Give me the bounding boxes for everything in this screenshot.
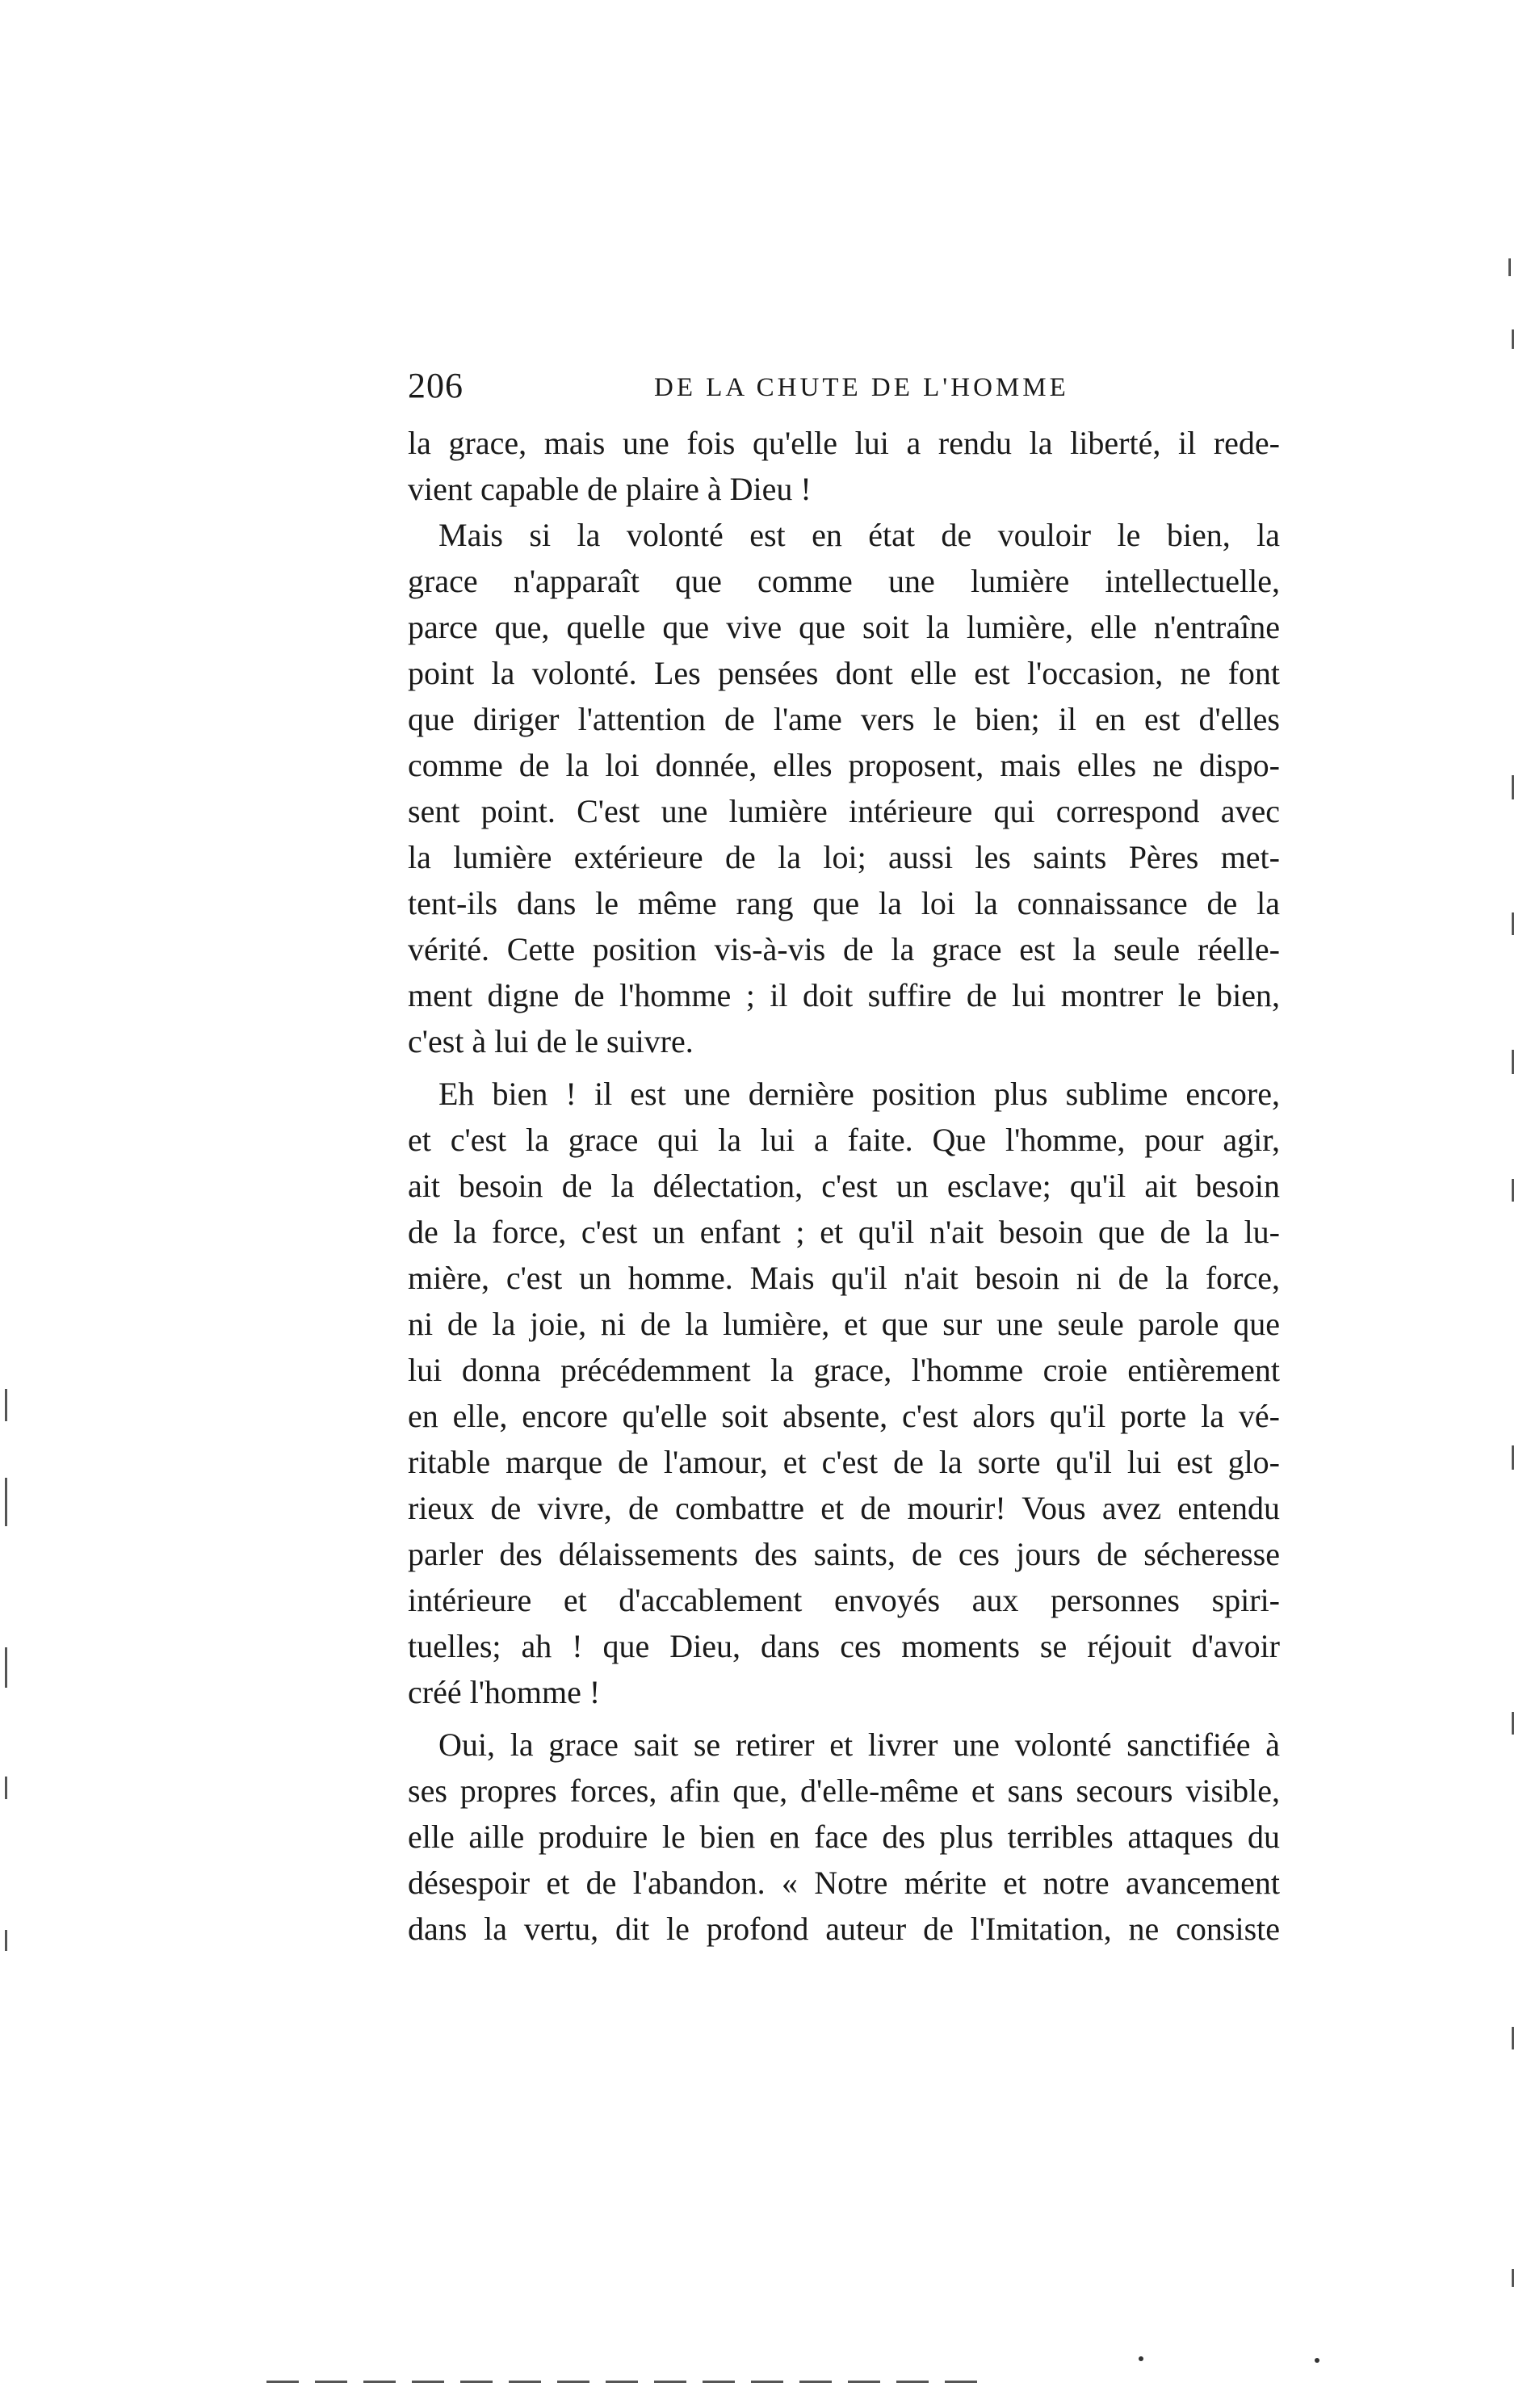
scan-edge-mark [1512, 2027, 1514, 2049]
scan-edge-mark [1512, 2269, 1514, 2287]
scan-edge-mark [5, 1777, 7, 1799]
text-line: ritable marque de l'amour, et c'est de la sorte qu'il lui est glo- [408, 1444, 1280, 1480]
text-line: et c'est la grace qui la lui a faite. Que l'homme, pour agir, [408, 1122, 1280, 1158]
text-line: parce que, quelle que vive que soit la lumière, elle n'entraîne [408, 609, 1280, 645]
text-line: tent-ils dans le même rang que la loi la connaissance de la [408, 885, 1280, 921]
scan-edge-mark [5, 1478, 7, 1526]
scan-edge-mark [5, 1647, 7, 1688]
text-line: rieux de vivre, de combattre et de mourir! Vous avez entendu [408, 1490, 1280, 1526]
text-line: Mais si la volonté est en état de vouloir le bien, la [438, 517, 1280, 553]
scan-edge-mark [1512, 1050, 1514, 1074]
text-line: Oui, la grace sait se retirer et livrer une volonté sanctifiée à [438, 1726, 1280, 1763]
scan-dot [1315, 2358, 1319, 2363]
text-line: intérieure et d'accablement envoyés aux personnes spiri- [408, 1582, 1280, 1618]
text-line: que diriger l'attention de l'ame vers le bien; il en est d'elles [408, 701, 1280, 737]
text-line: ment digne de l'homme ; il doit suffire de lui montrer le bien, [408, 977, 1280, 1013]
text-line: elle aille produire le bien en face des plus terribles attaques du [408, 1819, 1280, 1855]
scan-edge-mark [1512, 1712, 1514, 1735]
scan-edge-mark [1512, 775, 1514, 799]
body-text [408, 420, 1280, 1952]
text-line: la grace, mais une fois qu'elle lui a rendu la liberté, il rede- [408, 425, 1280, 461]
scan-edge-mark [1508, 258, 1511, 276]
text-line: en elle, encore qu'elle soit absente, c'est alors qu'il porte la vé- [408, 1398, 1280, 1434]
text-line: mière, c'est un homme. Mais qu'il n'ait besoin ni de la force, [408, 1260, 1280, 1296]
text-line: désespoir et de l'abandon. « Notre mérite et notre avancement [408, 1865, 1280, 1901]
text-line: point la volonté. Les pensées dont elle est l'occasion, ne font [408, 655, 1280, 691]
scan-dashed-edge [266, 2381, 977, 2383]
text-line: Eh bien ! il est une dernière position plus sublime encore, [438, 1076, 1280, 1112]
text-line: sent point. C'est une lumière intérieure qui correspond avec [408, 793, 1280, 829]
text-line: lui donna précédemment la grace, l'homme croie entièrement [408, 1352, 1280, 1388]
scan-edge-mark [1512, 912, 1514, 935]
text-line: tuelles; ah ! que Dieu, dans ces moments se réjouit d'avoir [408, 1628, 1280, 1664]
text-line: dans la vertu, dit le profond auteur de l'Imitation, ne consiste [408, 1911, 1280, 1947]
running-header [408, 365, 1280, 413]
scan-edge-mark [1512, 1445, 1514, 1470]
text-line: la lumière extérieure de la loi; aussi les saints Pères met- [408, 839, 1280, 875]
text-line: parler des délaissements des saints, de ces jours de sécheresse [408, 1536, 1280, 1572]
text-line: comme de la loi donnée, elles proposent, mais elles ne dispo- [408, 747, 1280, 783]
running-title: DE LA CHUTE DE L'HOMME [654, 373, 1069, 402]
text-line: c'est à lui de le suivre. [408, 1023, 694, 1059]
scan-edge-mark [5, 1389, 7, 1421]
scan-edge-mark [5, 1930, 7, 1951]
text-line: ni de la joie, ni de la lumière, et que sur une seule parole que [408, 1306, 1280, 1342]
text-line: vérité. Cette position vis-à-vis de la grace est la seule réelle- [408, 931, 1280, 967]
scan-dot [1139, 2356, 1143, 2361]
text-line: vient capable de plaire à Dieu ! [408, 471, 812, 507]
text-line: grace n'apparaît que comme une lumière intellectuelle, [408, 563, 1280, 599]
scan-edge-mark [1512, 329, 1514, 349]
text-line: de la force, c'est un enfant ; et qu'il n'ait besoin que de la lu- [408, 1214, 1280, 1250]
text-line: créé l'homme ! [408, 1674, 601, 1710]
scan-edge-mark [1512, 1179, 1514, 1202]
text-line: ses propres forces, afin que, d'elle-même et sans secours visible, [408, 1772, 1280, 1809]
page-number: 206 [408, 366, 464, 405]
text-line: ait besoin de la délectation, c'est un esclave; qu'il ait besoin [408, 1168, 1280, 1204]
